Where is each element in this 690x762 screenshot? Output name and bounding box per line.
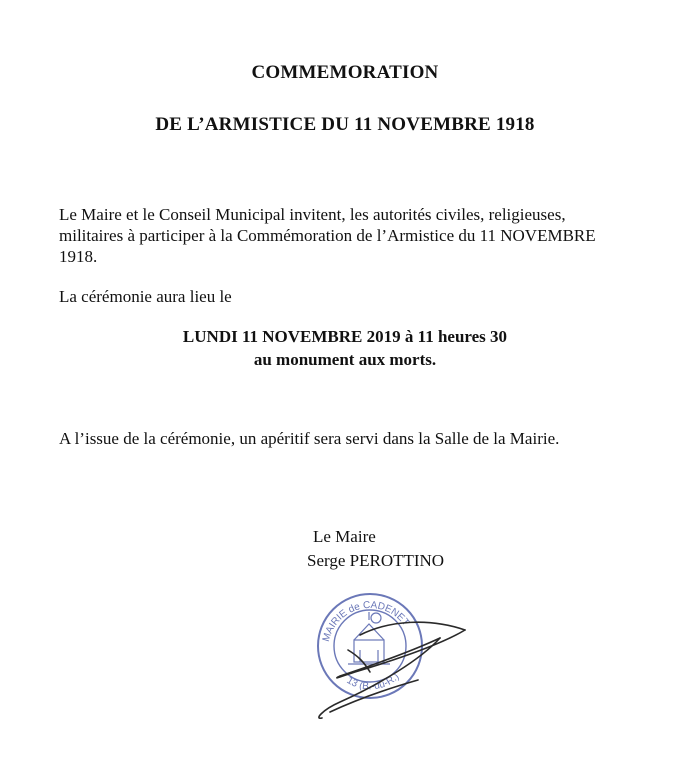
invitation-paragraph (59, 204, 649, 267)
signatory-name: Serge PEROTTINO (307, 551, 445, 570)
stamp-text-top: MAIRIE de CADENET (320, 599, 412, 643)
mairie-seal-icon (300, 580, 480, 730)
stamp-and-signature (300, 580, 480, 730)
ceremony-date: LUNDI 11 NOVEMBRE 2019 à 11 heures 30 (182, 327, 508, 346)
invitation-line-3: 1918. (59, 247, 98, 266)
document-title-line1: COMMEMORATION (251, 62, 439, 83)
aperitif-notice: A l’issue de la cérémonie, un apéritif sera servi dans la Salle de la Mairie. (59, 429, 560, 448)
ceremony-place: au monument aux morts. (253, 350, 437, 369)
invitation-line-1: Le Maire et le Conseil Municipal invitent, les autorités civiles, religieuses, (59, 205, 566, 224)
invitation-line-2: militaires à participer à la Commémoration de l’Armistice du 11 NOVEMBRE (59, 226, 596, 245)
handwritten-signature (319, 622, 465, 718)
document-title-line2: DE L’ARMISTICE DU 11 NOVEMBRE 1918 (155, 114, 535, 135)
ceremony-intro: La cérémonie aura lieu le (59, 287, 232, 306)
signatory-title: Le Maire (313, 527, 376, 546)
seal-emblem-icon (348, 612, 390, 664)
stamp-text-bottom: 13 (B.-du-R.) (344, 671, 402, 693)
